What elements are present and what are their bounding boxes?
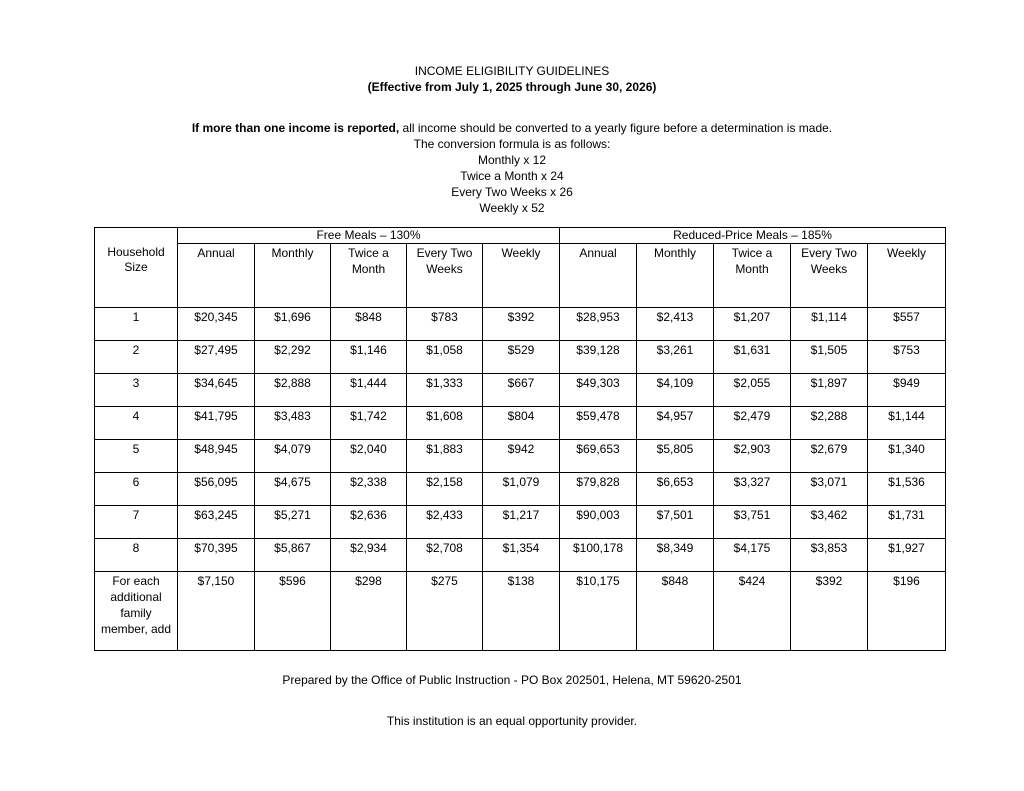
reduced-annual-cell: $100,178 — [560, 539, 637, 572]
free-every-two-weeks-cell: $1,333 — [407, 374, 483, 407]
reduced-monthly-header: Monthly — [637, 244, 714, 308]
income-eligibility-table — [94, 227, 946, 651]
free-every-two-weeks-cell: $1,883 — [407, 440, 483, 473]
column-header-row — [95, 244, 946, 308]
free-twice-month-cell: $2,636 — [331, 506, 407, 539]
reduced-annual-cell: $69,653 — [560, 440, 637, 473]
additional-member-label: For each additional family member, add — [95, 572, 178, 651]
free-monthly-cell: $596 — [255, 572, 331, 651]
free-twice-month-cell: $2,040 — [331, 440, 407, 473]
equal-opportunity-footer: This institution is an equal opportunity provider. — [386, 714, 638, 728]
reduced-every-two-weeks-cell: $1,505 — [791, 341, 868, 374]
free-annual-cell: $20,345 — [178, 308, 255, 341]
reduced-weekly-cell: $196 — [868, 572, 946, 651]
intro-bold: If more than one income is reported, — [191, 121, 400, 135]
intro-rest: all income should be converted to a yearly figure before a determination is made. — [399, 121, 833, 135]
free-monthly-cell: $1,696 — [255, 308, 331, 341]
household-size-cell: 3 — [95, 374, 178, 407]
reduced-monthly-cell: $848 — [637, 572, 714, 651]
free-monthly-cell: $5,867 — [255, 539, 331, 572]
reduced-weekly-cell: $753 — [868, 341, 946, 374]
table-row — [95, 308, 946, 341]
free-annual-header: Annual — [178, 244, 255, 308]
free-twice-month-header: Twice a Month — [331, 244, 407, 308]
free-twice-month-cell: $1,742 — [331, 407, 407, 440]
table-row — [95, 440, 946, 473]
reduced-annual-cell: $79,828 — [560, 473, 637, 506]
free-weekly-cell: $1,354 — [483, 539, 560, 572]
reduced-weekly-cell: $1,536 — [868, 473, 946, 506]
free-twice-month-cell: $1,146 — [331, 341, 407, 374]
reduced-every-two-weeks-cell: $2,679 — [791, 440, 868, 473]
free-weekly-cell: $667 — [483, 374, 560, 407]
free-monthly-cell: $4,675 — [255, 473, 331, 506]
reduced-every-two-weeks-cell: $3,853 — [791, 539, 868, 572]
table-row — [95, 539, 946, 572]
reduced-twice-month-cell: $2,479 — [714, 407, 791, 440]
table-row — [95, 374, 946, 407]
additional-member-row — [95, 572, 946, 651]
reduced-monthly-cell: $3,261 — [637, 341, 714, 374]
reduced-twice-month-cell: $3,751 — [714, 506, 791, 539]
household-size-cell: 6 — [95, 473, 178, 506]
household-size-header: Household Size — [95, 228, 178, 308]
table-row — [95, 341, 946, 374]
reduced-twice-month-cell: $1,631 — [714, 341, 791, 374]
reduced-weekly-cell: $1,144 — [868, 407, 946, 440]
free-weekly-cell: $529 — [483, 341, 560, 374]
free-every-two-weeks-cell: $1,058 — [407, 341, 483, 374]
free-annual-cell: $41,795 — [178, 407, 255, 440]
household-size-cell: 8 — [95, 539, 178, 572]
free-every-two-weeks-header: Every Two Weeks — [407, 244, 483, 308]
free-every-two-weeks-cell: $1,608 — [407, 407, 483, 440]
free-twice-month-cell: $298 — [331, 572, 407, 651]
free-monthly-header: Monthly — [255, 244, 331, 308]
reduced-every-two-weeks-cell: $3,071 — [791, 473, 868, 506]
intro-section — [0, 120, 1024, 216]
reduced-weekly-cell: $949 — [868, 374, 946, 407]
reduced-monthly-cell: $7,501 — [637, 506, 714, 539]
free-monthly-cell: $2,292 — [255, 341, 331, 374]
reduced-monthly-cell: $4,109 — [637, 374, 714, 407]
household-size-cell: 2 — [95, 341, 178, 374]
reduced-weekly-cell: $1,927 — [868, 539, 946, 572]
reduced-every-two-weeks-header: Every Two Weeks — [791, 244, 868, 308]
prepared-by-footer: Prepared by the Office of Public Instruction - PO Box 202501, Helena, MT 59620-2501 — [282, 673, 742, 687]
formula-twice-month: Twice a Month x 24 — [460, 169, 564, 183]
formula-weekly: Weekly x 52 — [479, 201, 545, 215]
group-header-row — [95, 228, 946, 244]
free-twice-month-cell: $2,338 — [331, 473, 407, 506]
free-every-two-weeks-cell: $2,433 — [407, 506, 483, 539]
document-title: INCOME ELIGIBILITY GUIDELINES — [414, 64, 610, 78]
reduced-twice-month-cell: $1,207 — [714, 308, 791, 341]
table-row — [95, 506, 946, 539]
reduced-every-two-weeks-cell: $1,114 — [791, 308, 868, 341]
reduced-every-two-weeks-cell: $1,897 — [791, 374, 868, 407]
free-weekly-cell: $942 — [483, 440, 560, 473]
formula-every-two-weeks: Every Two Weeks x 26 — [451, 185, 573, 199]
free-twice-month-cell: $2,934 — [331, 539, 407, 572]
reduced-annual-cell: $90,003 — [560, 506, 637, 539]
table-row — [95, 473, 946, 506]
free-monthly-cell: $3,483 — [255, 407, 331, 440]
free-weekly-header: Weekly — [483, 244, 560, 308]
reduced-twice-month-cell: $4,175 — [714, 539, 791, 572]
reduced-twice-month-cell: $424 — [714, 572, 791, 651]
free-every-two-weeks-cell: $783 — [407, 308, 483, 341]
free-every-two-weeks-cell: $2,158 — [407, 473, 483, 506]
table-row — [95, 407, 946, 440]
reduced-weekly-cell: $1,731 — [868, 506, 946, 539]
free-monthly-cell: $4,079 — [255, 440, 331, 473]
household-size-cell: 4 — [95, 407, 178, 440]
free-weekly-cell: $138 — [483, 572, 560, 651]
reduced-weekly-cell: $1,340 — [868, 440, 946, 473]
reduced-weekly-cell: $557 — [868, 308, 946, 341]
free-annual-cell: $70,395 — [178, 539, 255, 572]
reduced-annual-cell: $39,128 — [560, 341, 637, 374]
free-weekly-cell: $804 — [483, 407, 560, 440]
reduced-twice-month-header: Twice a Month — [714, 244, 791, 308]
free-every-two-weeks-cell: $2,708 — [407, 539, 483, 572]
household-size-cell: 5 — [95, 440, 178, 473]
reduced-meals-header: Reduced-Price Meals – 185% — [560, 228, 946, 244]
reduced-monthly-cell: $4,957 — [637, 407, 714, 440]
free-weekly-cell: $1,217 — [483, 506, 560, 539]
free-annual-cell: $34,645 — [178, 374, 255, 407]
document-subtitle: (Effective from July 1, 2025 through June 30, 2026) — [367, 80, 657, 94]
free-twice-month-cell: $848 — [331, 308, 407, 341]
free-every-two-weeks-cell: $275 — [407, 572, 483, 651]
reduced-weekly-header: Weekly — [868, 244, 946, 308]
reduced-every-two-weeks-cell: $3,462 — [791, 506, 868, 539]
free-twice-month-cell: $1,444 — [331, 374, 407, 407]
conversion-lead: The conversion formula is as follows: — [413, 137, 611, 151]
household-size-cell: 1 — [95, 308, 178, 341]
free-meals-header: Free Meals – 130% — [178, 228, 560, 244]
reduced-annual-header: Annual — [560, 244, 637, 308]
household-size-cell: 7 — [95, 506, 178, 539]
free-monthly-cell: $2,888 — [255, 374, 331, 407]
free-annual-cell: $63,245 — [178, 506, 255, 539]
reduced-twice-month-cell: $3,327 — [714, 473, 791, 506]
intro-sentence — [0, 120, 1024, 136]
reduced-every-two-weeks-cell: $2,288 — [791, 407, 868, 440]
free-monthly-cell: $5,271 — [255, 506, 331, 539]
free-annual-cell: $48,945 — [178, 440, 255, 473]
reduced-twice-month-cell: $2,903 — [714, 440, 791, 473]
reduced-monthly-cell: $5,805 — [637, 440, 714, 473]
reduced-monthly-cell: $2,413 — [637, 308, 714, 341]
reduced-annual-cell: $10,175 — [560, 572, 637, 651]
reduced-annual-cell: $28,953 — [560, 308, 637, 341]
free-weekly-cell: $392 — [483, 308, 560, 341]
free-weekly-cell: $1,079 — [483, 473, 560, 506]
reduced-annual-cell: $49,303 — [560, 374, 637, 407]
free-annual-cell: $27,495 — [178, 341, 255, 374]
reduced-annual-cell: $59,478 — [560, 407, 637, 440]
free-annual-cell: $7,150 — [178, 572, 255, 651]
free-annual-cell: $56,095 — [178, 473, 255, 506]
reduced-monthly-cell: $8,349 — [637, 539, 714, 572]
reduced-every-two-weeks-cell: $392 — [791, 572, 868, 651]
formula-monthly: Monthly x 12 — [477, 153, 547, 167]
reduced-monthly-cell: $6,653 — [637, 473, 714, 506]
reduced-twice-month-cell: $2,055 — [714, 374, 791, 407]
